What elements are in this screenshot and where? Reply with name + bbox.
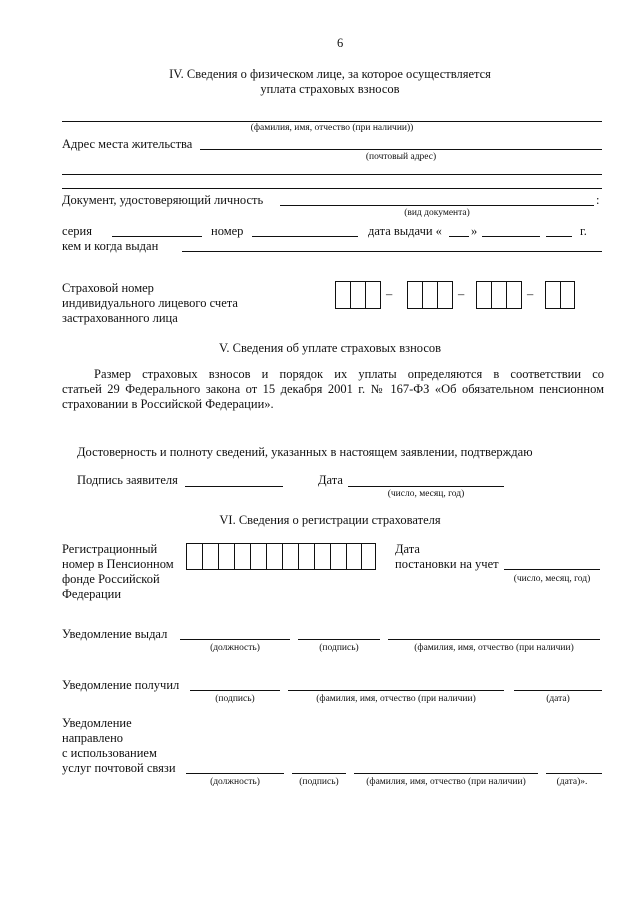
number-line[interactable]	[252, 236, 358, 237]
reg-cell-divider	[266, 544, 267, 569]
series-line[interactable]	[112, 236, 202, 237]
sent-fio-line[interactable]	[354, 773, 538, 774]
section-4-title-line2: уплата страховых взносов	[260, 82, 400, 96]
snils-group-4[interactable]	[545, 281, 575, 309]
issue-date-mid: »	[471, 224, 478, 238]
reg-date-caption: (число, месяц, год)	[513, 574, 591, 584]
reg-cell-divider	[234, 544, 235, 569]
doc-label: Документ, удостоверяющий личность	[62, 193, 264, 207]
address-label: Адрес места жительства	[62, 137, 193, 151]
received-date-line[interactable]	[514, 690, 602, 691]
year-suffix: г.	[580, 224, 587, 238]
signature-line[interactable]	[185, 486, 283, 487]
received-label: Уведомление получил	[62, 678, 180, 692]
cap-date: (дата)	[546, 694, 570, 704]
fio-caption: (фамилия, имя, отчество (при наличии))	[250, 123, 414, 133]
series-label: серия	[62, 224, 92, 238]
reg-label-3: фонде Российской	[62, 572, 160, 586]
cap-signature: (подпись)	[319, 643, 359, 653]
snils-group-2[interactable]	[407, 281, 453, 309]
issued-position-line[interactable]	[180, 639, 290, 640]
reg-cell-divider	[346, 544, 347, 569]
cap-signature-3: (подпись)	[299, 777, 339, 787]
received-signature-line[interactable]	[190, 690, 280, 691]
issued-fio-line[interactable]	[388, 639, 600, 640]
cap-position: (должность)	[210, 643, 260, 653]
date-line[interactable]	[348, 486, 504, 487]
snils-label-3: застрахованного лица	[62, 311, 178, 325]
doc-caption: (вид документа)	[404, 208, 470, 218]
reg-cell-divider	[298, 544, 299, 569]
section-5-paragraph-line1: Размер страховых взносов и порядок их уплаты определяются в соответствии со	[94, 367, 604, 381]
doc-colon: :	[596, 193, 600, 207]
section-4-title-line1: IV. Сведения о физическом лице, за которое осуществляется	[169, 67, 491, 81]
sent-label-4: услуг почтовой связи	[62, 761, 176, 775]
fio-line[interactable]	[62, 121, 602, 122]
issued-by-line[interactable]	[182, 251, 602, 252]
sent-label-1: Уведомление	[62, 716, 132, 730]
snils-dash-3: –	[527, 287, 534, 301]
date-caption: (число, месяц, год)	[387, 489, 465, 499]
cap-fio-2: (фамилия, имя, отчество (при наличии)	[316, 694, 476, 704]
snils-cell-divider	[350, 282, 351, 308]
reg-label-1: Регистрационный	[62, 542, 158, 556]
cap-fio: (фамилия, имя, отчество (при наличии)	[414, 643, 574, 653]
issue-year-line[interactable]	[546, 236, 572, 237]
reg-cell-divider	[282, 544, 283, 569]
section-5-paragraph-line2: статьей 29 Федерального закона от 15 декабря 2001 г. № 167-ФЗ «Об обязательном пенсионном	[62, 382, 604, 396]
snils-dash-2: –	[458, 287, 465, 301]
snils-cell-divider	[422, 282, 423, 308]
snils-label-2: индивидуального лицевого счета	[62, 296, 238, 310]
page-number: 6	[337, 36, 344, 50]
confirm-statement: Достоверность и полноту сведений, указанных в настоящем заявлении, подтверждаю	[77, 445, 533, 459]
reg-cell-divider	[361, 544, 362, 569]
issued-signature-line[interactable]	[298, 639, 380, 640]
reg-date-label-2: постановки на учет	[395, 557, 499, 571]
reg-label-4: Федерации	[62, 587, 122, 601]
reg-number-boxes[interactable]	[186, 543, 376, 570]
cap-position-3: (должность)	[210, 777, 260, 787]
reg-cell-divider	[250, 544, 251, 569]
snils-label-1: Страховой номер	[62, 281, 154, 295]
snils-group-1[interactable]	[335, 281, 381, 309]
issue-month-line[interactable]	[482, 236, 540, 237]
doc-type-line[interactable]	[280, 205, 594, 206]
address-caption: (почтовый адрес)	[365, 152, 437, 162]
snils-dash-1: –	[386, 287, 393, 301]
sent-signature-line[interactable]	[292, 773, 346, 774]
issue-day-line[interactable]	[449, 236, 469, 237]
section-5-title: V. Сведения об уплате страховых взносов	[218, 341, 442, 355]
reg-date-label-1: Дата	[395, 542, 420, 556]
cap-fio-3: (фамилия, имя, отчество (при наличии)	[366, 777, 526, 787]
sent-position-line[interactable]	[186, 773, 284, 774]
snils-cell-divider	[365, 282, 366, 308]
issue-date-label: дата выдачи «	[368, 224, 442, 238]
snils-cell-divider	[506, 282, 507, 308]
issued-by-label: кем и когда выдан	[62, 239, 159, 253]
address-line-3[interactable]	[62, 188, 602, 189]
snils-cell-divider	[560, 282, 561, 308]
address-line-2[interactable]	[62, 174, 602, 175]
reg-cell-divider	[330, 544, 331, 569]
section-6-title: VI. Сведения о регистрации страхователя	[219, 513, 441, 527]
number-label: номер	[211, 224, 244, 238]
reg-cell-divider	[202, 544, 203, 569]
date-label: Дата	[318, 473, 343, 487]
address-line[interactable]	[200, 149, 602, 150]
cap-signature-2: (подпись)	[215, 694, 255, 704]
snils-cell-divider	[491, 282, 492, 308]
section-5-paragraph-line3: страховании в Российской Федерации».	[62, 397, 274, 411]
reg-cell-divider	[314, 544, 315, 569]
snils-cell-divider	[437, 282, 438, 308]
sent-label-3: с использованием	[62, 746, 157, 760]
sent-label-2: направлено	[62, 731, 124, 745]
reg-label-2: номер в Пенсионном	[62, 557, 174, 571]
reg-cell-divider	[218, 544, 219, 569]
issued-label: Уведомление выдал	[62, 627, 168, 641]
signature-label: Подпись заявителя	[77, 473, 178, 487]
reg-date-line[interactable]	[504, 569, 600, 570]
snils-group-3[interactable]	[476, 281, 522, 309]
sent-date-line[interactable]	[546, 773, 602, 774]
received-fio-line[interactable]	[288, 690, 504, 691]
cap-date-3: (дата)».	[556, 777, 588, 787]
